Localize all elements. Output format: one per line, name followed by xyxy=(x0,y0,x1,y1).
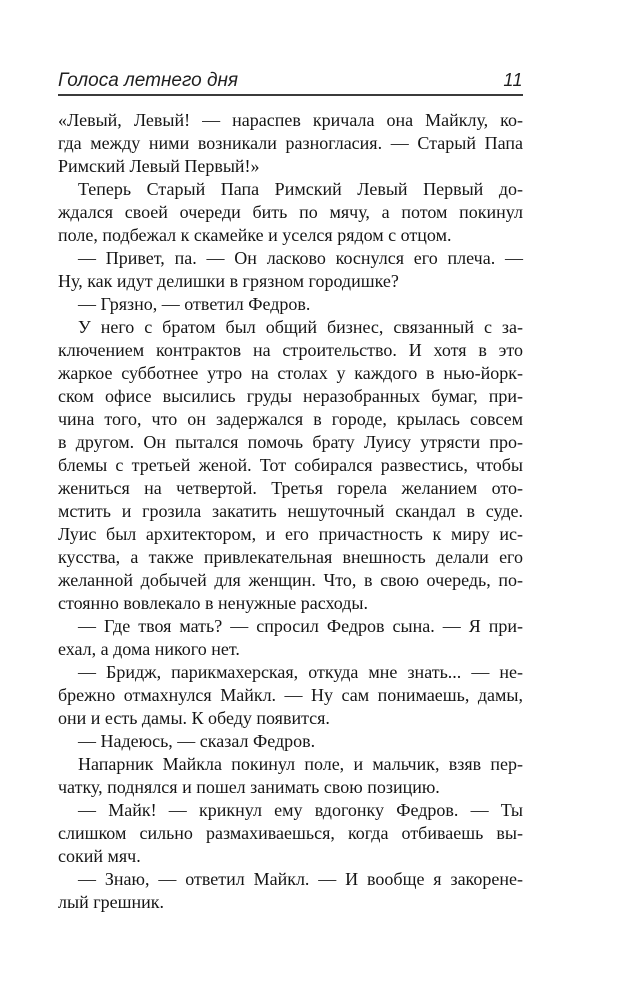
paragraph xyxy=(58,868,523,914)
paragraph xyxy=(58,247,523,293)
paragraph xyxy=(58,615,523,661)
running-header-title: Голоса летнего дня xyxy=(58,70,239,91)
running-header xyxy=(58,70,523,96)
text-line: кусства, а также привлекательная внешность делали его xyxy=(58,547,523,567)
text-line: — Привет, па. — Он ласково коснулся его плеча. — xyxy=(78,248,523,268)
text-line: Римский Левый Первый!» xyxy=(58,156,260,176)
text-line: — Грязно, — ответил Федров. xyxy=(78,294,311,314)
text-line: — Надеюсь, — сказал Федров. xyxy=(78,731,316,751)
text-line: Луис был архитектором, и его причастность к миру ис- xyxy=(58,524,523,544)
text-line: ключением контрактов на строительство. И хотя в это xyxy=(58,340,523,360)
text-block xyxy=(58,70,523,914)
paragraph xyxy=(58,799,523,868)
text-line: Теперь Старый Папа Римский Левый Первый до- xyxy=(78,179,523,199)
text-line: мстить и грозила закатить нешуточный скандал в суде. xyxy=(58,501,523,521)
text-line: в другом. Он пытался помочь брату Луису утрясти про- xyxy=(58,432,523,452)
text-line: ждался своей очереди бить по мячу, а потом покинул xyxy=(58,202,523,222)
text-line: Ну, как идут делишки в грязном городишке? xyxy=(58,271,399,291)
text-line: они и есть дамы. К обеду появится. xyxy=(58,708,330,728)
paragraph xyxy=(58,753,523,799)
paragraph xyxy=(58,316,523,615)
text-line: брежно отмахнулся Майкл. — Ну сам понимаешь, дамы, xyxy=(58,685,523,705)
text-line: сокий мяч. xyxy=(58,846,141,866)
text-line: — Майк! — крикнул ему вдогонку Федров. — Ты xyxy=(78,800,523,820)
paragraph xyxy=(58,293,523,316)
text-line: блемы с третьей женой. Тот собирался развестись, чтобы xyxy=(58,455,523,475)
text-line: жаркое субботнее утро на столах у каждого в нью-йорк- xyxy=(58,363,523,383)
text-line: желанной добычей для женщин. Что, в свою очередь, по- xyxy=(58,570,523,590)
page-body xyxy=(58,109,523,914)
text-line: — Знаю, — ответил Майкл. — И вообще я закорене- xyxy=(78,869,523,889)
paragraph xyxy=(58,661,523,730)
text-line: Напарник Майкла покинул поле, и мальчик, взяв пер- xyxy=(78,754,523,774)
text-line: чатку, поднялся и пошел занимать свою позицию. xyxy=(58,777,440,797)
text-line: чина того, что он задержался в городе, крылась совсем xyxy=(58,409,523,429)
text-line: ехал, а дома никого нет. xyxy=(58,639,240,659)
text-line: поле, подбежал к скамейке и уселся рядом с отцом. xyxy=(58,225,452,245)
paragraph xyxy=(58,730,523,753)
paragraph xyxy=(58,178,523,247)
text-line: слишком сильно размахиваешься, когда отбиваешь вы- xyxy=(58,823,523,843)
text-line: стоянно вовлекало в ненужные расходы. xyxy=(58,593,368,613)
text-line: жениться на четвертой. Третья горела желанием ото- xyxy=(58,478,523,498)
page-number: 11 xyxy=(503,70,523,90)
text-line: У него с братом был общий бизнес, связанный с за- xyxy=(78,317,523,337)
text-line: гда между ними возникали разногласия. — Старый Папа xyxy=(58,133,523,153)
paragraph xyxy=(58,109,523,178)
text-line: лый грешник. xyxy=(58,892,164,912)
text-line: — Где твоя мать? — спросил Федров сына. — Я при- xyxy=(78,616,523,636)
text-line: — Бридж, парикмахерская, откуда мне знать... — не- xyxy=(78,662,523,682)
text-line: ском офисе высились груды неразобранных бумаг, при- xyxy=(58,386,523,406)
text-line: «Левый, Левый! — нараспев кричала она Майклу, ко- xyxy=(58,110,523,130)
